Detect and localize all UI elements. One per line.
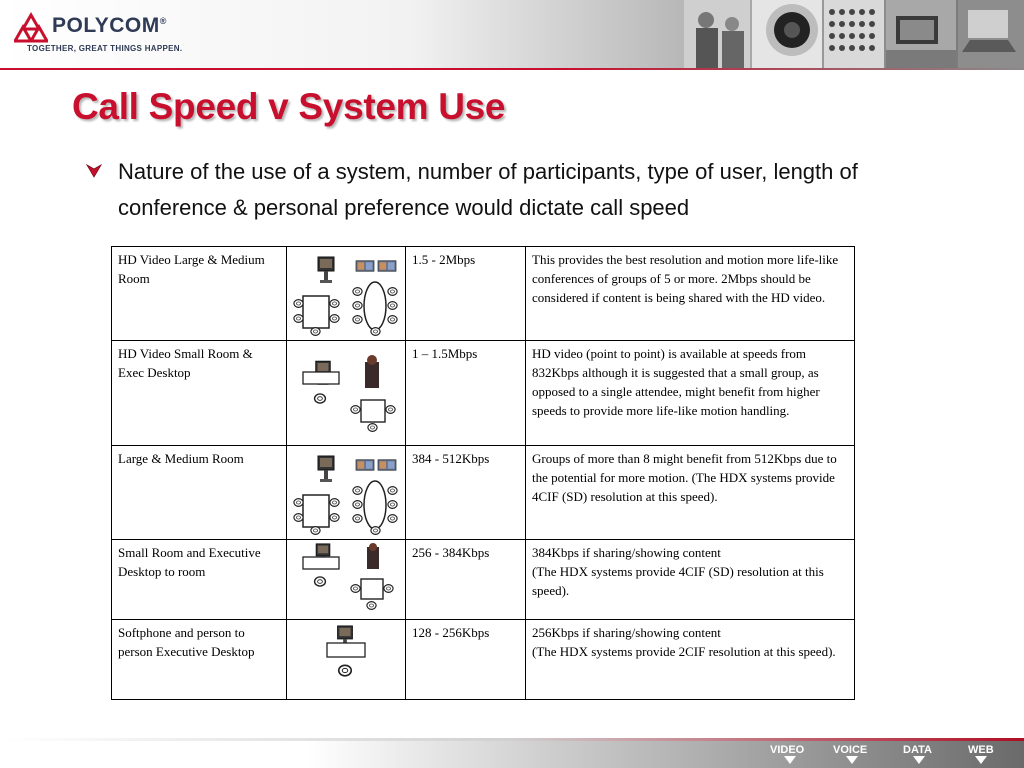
large-room-layout-icon — [287, 247, 406, 341]
nav-arrow-icon — [784, 756, 796, 764]
notes-cell — [526, 620, 855, 700]
call-speed-cell: 256 - 384Kbps — [406, 540, 526, 620]
small-room-layout-icon — [287, 341, 406, 446]
header-rule — [0, 68, 1024, 70]
table-row — [112, 620, 855, 700]
table-row — [112, 341, 855, 446]
system-use-cell: HD Video Small Room & Exec Desktop — [112, 341, 287, 446]
table-row — [112, 247, 855, 341]
bullet-text: Nature of the use of a system, number of participants, type of user, length of conference & personal preference would dictate call speed — [118, 159, 858, 220]
system-use-cell: HD Video Large & Medium Room — [112, 247, 287, 341]
desktop-layout-icon — [287, 620, 406, 700]
page-title: Call Speed v System Use — [72, 86, 506, 127]
registered-mark: ® — [159, 16, 167, 26]
large-room-layout-icon — [287, 446, 406, 540]
header-photo-people — [684, 0, 750, 68]
call-speed-table — [111, 246, 855, 700]
header-photo-camera — [752, 0, 822, 68]
notes-cell: Groups of more than 8 might benefit from 512Kbps due to the potential for more motion. (The HDX systems provide 4CIF (SD) resolution at this speed). — [526, 446, 855, 540]
red-chevron-bullet-icon — [86, 164, 102, 183]
header-photo-speaker — [824, 0, 884, 68]
nav-arrow-icon — [913, 756, 925, 764]
nav-arrow-icon — [846, 756, 858, 764]
notes-cell: This provides the best resolution and motion more life-like conferences of groups of 5 or more. 2Mbps should be considered if content is being shared with the HD video. — [526, 247, 855, 341]
brand-name: POLYCOM® — [52, 14, 167, 37]
header-photo-desk — [886, 0, 956, 68]
call-speed-cell: 384 - 512Kbps — [406, 446, 526, 540]
footer-nav-video: VIDEO — [770, 744, 805, 756]
footer-nav-voice: VOICE — [833, 744, 868, 756]
nav-arrow-icon — [975, 756, 987, 764]
header-band — [0, 0, 1024, 70]
system-use-cell: Small Room and Executive Desktop to room — [112, 540, 287, 620]
notes-line: (The HDX systems provide 2CIF resolution at this speed). — [532, 644, 836, 659]
footer-nav-web: WEB — [968, 744, 994, 756]
notes-cell — [526, 540, 855, 620]
notes-cell: HD video (point to point) is available at speeds from 832Kbps although it is suggested that a small group, as opposed to a single attendee, might benefit from higher speeds to provide more life-like motion handling. — [526, 341, 855, 446]
footer-nav-data: DATA — [903, 744, 932, 756]
call-speed-cell: 128 - 256Kbps — [406, 620, 526, 700]
brand-tagline: TOGETHER, GREAT THINGS HAPPEN. — [27, 44, 183, 53]
footer-band — [0, 741, 1024, 768]
notes-line: (The HDX systems provide 4CIF (SD) resolution at this speed). — [532, 564, 824, 598]
header-photo-laptop — [958, 0, 1024, 68]
system-use-cell: Softphone and person to person Executive Desktop — [112, 620, 287, 700]
small-room-layout-icon — [287, 540, 406, 620]
table-row — [112, 540, 855, 620]
table-row — [112, 446, 855, 540]
notes-line: 384Kbps if sharing/showing content — [532, 545, 721, 560]
system-use-cell: Large & Medium Room — [112, 446, 287, 540]
notes-line: 256Kbps if sharing/showing content — [532, 625, 721, 640]
call-speed-cell: 1 – 1.5Mbps — [406, 341, 526, 446]
call-speed-cell: 1.5 - 2Mbps — [406, 247, 526, 341]
